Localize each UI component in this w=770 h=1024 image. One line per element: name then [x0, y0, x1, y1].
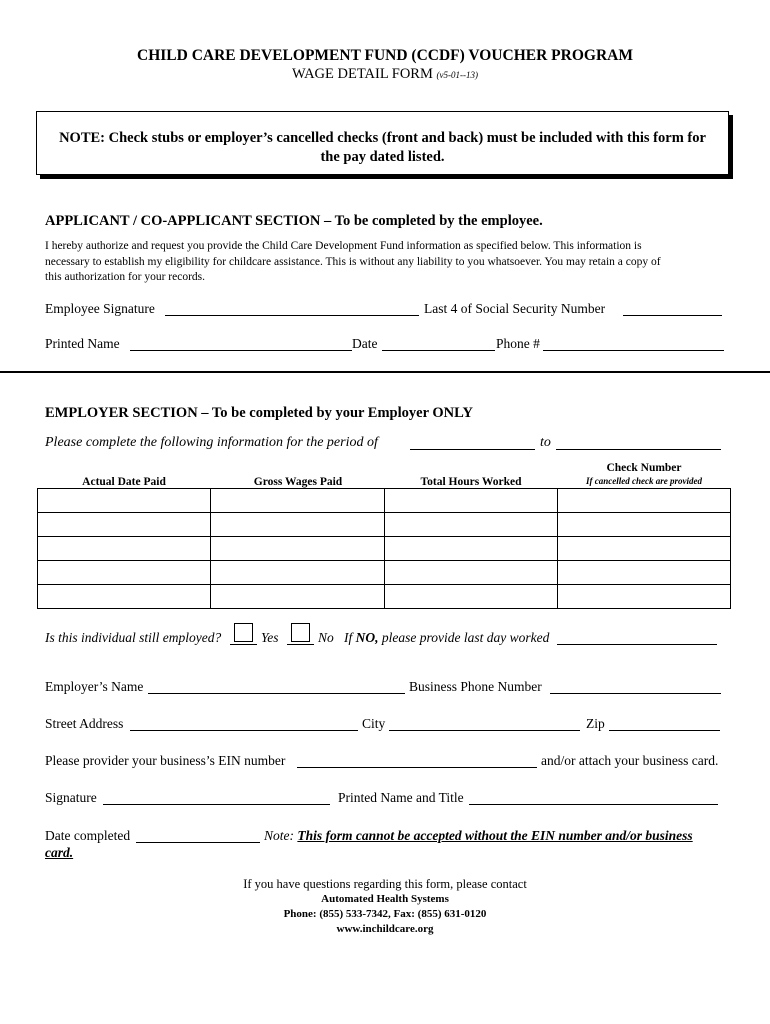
table-row — [38, 585, 731, 609]
yes-label: Yes — [261, 630, 279, 645]
table-cell[interactable] — [557, 513, 730, 537]
applicant-section-heading: APPLICANT / CO-APPLICANT SECTION – To be completed by the employee. — [45, 213, 543, 229]
no-label: No — [318, 630, 334, 645]
date-label: Date — [352, 336, 378, 351]
table-cell[interactable] — [38, 537, 211, 561]
employer-section-heading: EMPLOYER SECTION – To be completed by your Employer ONLY — [45, 405, 473, 421]
ein-note — [264, 828, 693, 844]
footer-contact-line: If you have questions regarding this form, please contact — [243, 877, 527, 891]
table-cell[interactable] — [384, 585, 557, 609]
column-header-check-number: Check Number — [606, 462, 682, 474]
ssn-field[interactable] — [623, 315, 722, 316]
zip-field[interactable] — [609, 730, 720, 731]
table-row — [38, 537, 731, 561]
form-subtitle — [0, 66, 770, 83]
last-day-label: please provide last day worked — [381, 630, 550, 645]
employer-name-field[interactable] — [148, 693, 405, 694]
table-cell[interactable] — [38, 513, 211, 537]
if-text: If — [344, 630, 353, 645]
table-cell[interactable] — [211, 513, 384, 537]
period-to-label: to — [540, 435, 551, 450]
form-version: (v5-01--13) — [436, 70, 478, 80]
table-cell[interactable] — [211, 537, 384, 561]
table-cell[interactable] — [557, 561, 730, 585]
wage-table — [37, 488, 731, 609]
ein-field[interactable] — [297, 767, 537, 768]
table-cell[interactable] — [38, 489, 211, 513]
table-cell[interactable] — [557, 537, 730, 561]
authorization-text — [45, 239, 735, 286]
column-header-check-note: If cancelled check are provided — [586, 476, 702, 486]
note-line-2: the pay dated listed. — [320, 149, 445, 165]
phone-label: Phone # — [496, 336, 540, 351]
authorization-line-1: I hereby authorize and request you provide the Child Care Development Fund information as specified below. This information is — [45, 240, 642, 252]
ein-suffix: and/or attach your business card. — [541, 753, 719, 768]
authorization-line-2: necessary to establish my eligibility for childcare assistance. This is without any liability to you whatsoever. You may retain a copy of — [45, 255, 661, 268]
ein-note-text-end: card. — [45, 845, 74, 860]
business-phone-field[interactable] — [550, 693, 721, 694]
table-cell[interactable] — [557, 585, 730, 609]
date-field[interactable] — [382, 350, 495, 351]
table-cell[interactable] — [38, 561, 211, 585]
employee-signature-label: Employee Signature — [45, 301, 155, 316]
table-cell[interactable] — [211, 489, 384, 513]
no-underline — [287, 644, 314, 645]
period-start-field[interactable] — [410, 449, 535, 450]
period-end-field[interactable] — [556, 449, 721, 450]
table-cell[interactable] — [384, 489, 557, 513]
note-line-1: NOTE: Check stubs or employer’s cancelled checks (front and back) must be included with this form for — [59, 130, 706, 146]
table-row — [38, 561, 731, 585]
printed-title-label: Printed Name and Title — [338, 790, 464, 805]
street-address-field[interactable] — [130, 730, 358, 731]
printed-name-field[interactable] — [130, 350, 352, 351]
table-cell[interactable] — [384, 513, 557, 537]
ein-note-prefix: Note: — [264, 828, 294, 843]
note-box — [36, 111, 729, 175]
zip-label: Zip — [586, 716, 605, 731]
form-title: CHILD CARE DEVELOPMENT FUND (CCDF) VOUCHER PROGRAM — [137, 47, 633, 64]
ein-note-continued — [45, 845, 73, 861]
still-employed-label: Is this individual still employed? — [45, 630, 222, 645]
no-bold-text: NO, — [355, 630, 379, 645]
employer-signature-field[interactable] — [103, 804, 330, 805]
period-label: Please complete the following information for the period of — [45, 435, 378, 450]
employer-signature-label: Signature — [45, 790, 97, 805]
business-phone-label: Business Phone Number — [409, 679, 542, 694]
ssn-label: Last 4 of Social Security Number — [424, 301, 606, 316]
ein-note-text: This form cannot be accepted without the EIN number and/or business — [297, 828, 693, 843]
phone-field[interactable] — [543, 350, 724, 351]
street-address-label: Street Address — [45, 716, 124, 731]
printed-name-label: Printed Name — [45, 336, 120, 351]
footer-org: Automated Health Systems — [321, 893, 449, 905]
table-cell[interactable] — [384, 537, 557, 561]
printed-title-field[interactable] — [469, 804, 718, 805]
city-field[interactable] — [389, 730, 580, 731]
yes-checkbox[interactable] — [234, 623, 253, 642]
column-header-gross-wages: Gross Wages Paid — [253, 476, 343, 488]
table-cell[interactable] — [38, 585, 211, 609]
last-day-field[interactable] — [557, 644, 717, 645]
last-day-prompt — [344, 630, 549, 646]
table-cell[interactable] — [211, 561, 384, 585]
date-completed-label: Date completed — [45, 828, 131, 843]
footer-phone-fax: Phone: (855) 533-7342, Fax: (855) 631-0120 — [283, 908, 487, 920]
date-completed-field[interactable] — [136, 842, 260, 843]
table-cell[interactable] — [384, 561, 557, 585]
yes-underline — [230, 644, 257, 645]
employee-signature-field[interactable] — [165, 315, 419, 316]
table-row — [38, 513, 731, 537]
ein-label: Please provider your business’s EIN number — [45, 753, 286, 768]
city-label: City — [362, 716, 386, 731]
footer-website[interactable]: www.inchildcare.org — [336, 923, 434, 935]
table-cell[interactable] — [557, 489, 730, 513]
table-row — [38, 489, 731, 513]
column-header-date-paid: Actual Date Paid — [82, 476, 166, 488]
form-subtitle-text: WAGE DETAIL FORM — [292, 66, 433, 82]
table-cell[interactable] — [211, 585, 384, 609]
employer-name-label: Employer’s Name — [45, 679, 144, 694]
column-header-total-hours: Total Hours Worked — [420, 476, 522, 488]
section-divider — [0, 371, 770, 373]
no-checkbox[interactable] — [291, 623, 310, 642]
authorization-line-3: this authorization for your records. — [45, 271, 205, 283]
